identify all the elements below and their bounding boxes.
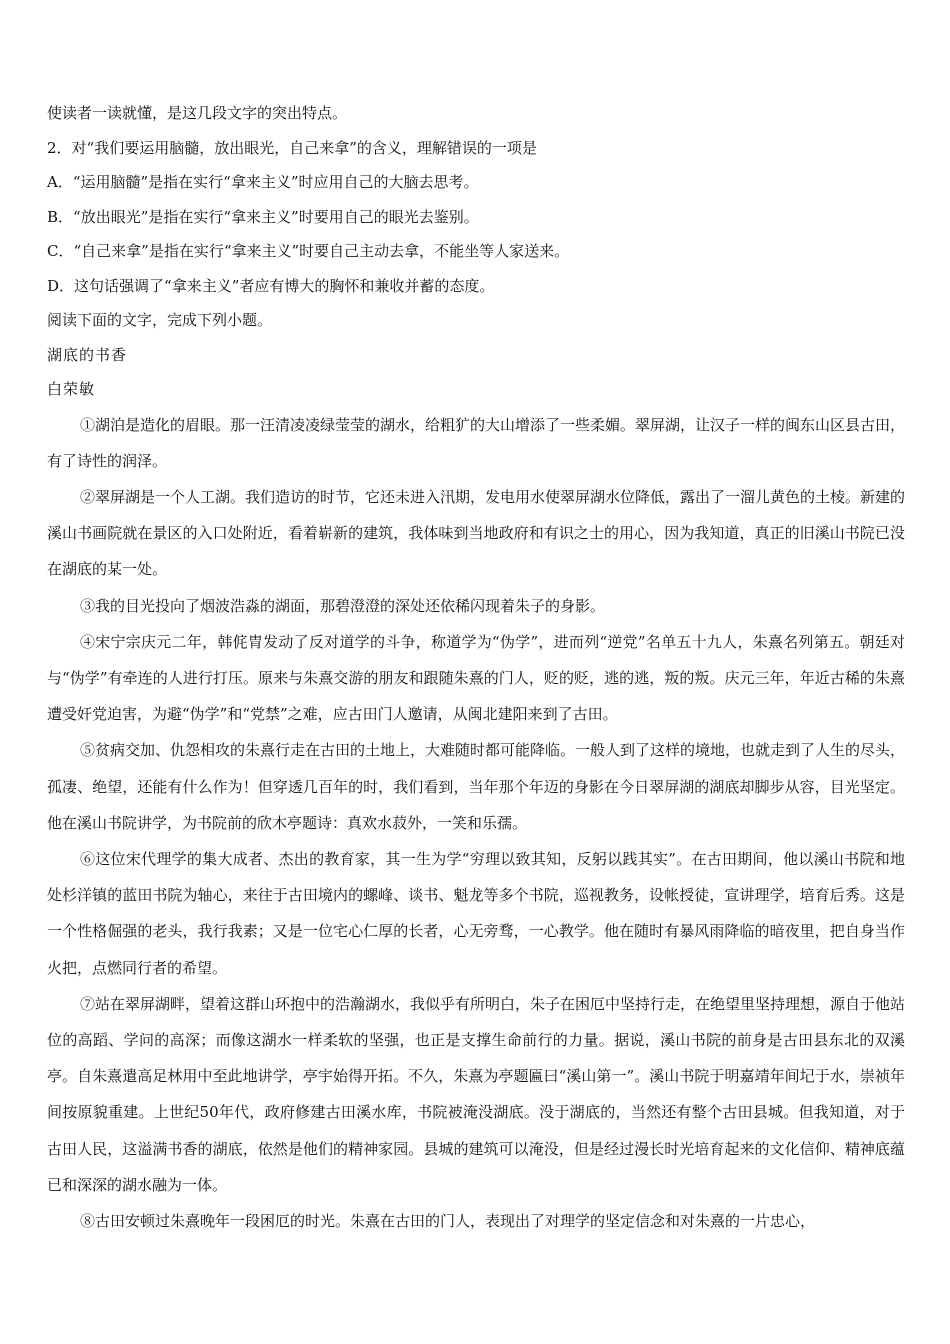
article-author: 白荣敏 (47, 380, 96, 398)
paragraph-5: ⑤贫病交加、仇怨相攻的朱熹行走在古田的土地上，大难随时都可能降临。一般人到了这样的境地，也就走到了人生的尽头，孤凄、绝望，还能有什么作为！但穿透几百年的时，我们看到，当年那个年迈的身影在今日翠屏湖的湖底却脚步从容，目光坚定。他在溪山书院讲学，为书院前的欣木亭题诗：真欢水菽外，一笑和乐孺。 (47, 741, 906, 832)
paragraph-8: ⑧古田安顿过朱熹晚年一段困厄的时光。朱熹在古田的门人，表现出了对理学的坚定信念和对朱熹的一片忠心， (80, 1211, 816, 1230)
option-b: B．“放出眼光”是指在实行“拿来主义”时要用自己的眼光去鉴别。 (47, 207, 479, 226)
paragraph-6: ⑥这位宋代理学的集大成者、杰出的教育家，其一生为学“穷理以致其知，反躬以践其实”。在古田期间，他以溪山书院和地处杉洋镇的蓝田书院为轴心，来往于古田境内的螺峰、谈书、魁龙等多个书院，巡视教务，设帐授徒，宣讲理学，培育后秀。这是一个性格倔强的老头，我行我素；又是一位宅心仁厚的长者，心无旁骛，一心教学。他在随时有暴风雨降临的暗夜里，把自身当作火把，点燃同行者的希望。 (47, 849, 905, 977)
option-a: A．“运用脑髓”是指在实行“拿来主义”时应用自己的大脑去思考。 (47, 173, 479, 191)
reading-instruction: 阅读下面的文字，完成下列小题。 (47, 311, 273, 329)
paragraph-3: ③我的目光投向了烟波浩淼的湖面，那碧澄澄的深处还依稀闪现着朱子的身影。 (80, 596, 606, 615)
question-2-stem: 2．对“我们要运用脑髓，放出眼光，自己来拿”的含义，理解错误的一项是 (47, 138, 537, 157)
paragraph-7: ⑦站在翠屏湖畔，望着这群山环抱中的浩瀚湖水，我似乎有所明白，朱子在困厄中坚持行走，在绝望里坚持理想，源自于他站位的高蹈、学问的高深；而像这湖水一样柔软的坚强，也正是支撑生命前行的力量。据说，溪山书院的前身是古田县东北的双溪亭。自朱熹遣高足林用中至此地讲学，亭宇始得开拓。不久，朱熹为亭题匾曰“溪山第一”。溪山书院于明嘉靖年间圮于水，崇祯年间按原貌重建。上世纪50年代，政府修建古田溪水库，书院被淹没湖底。没于湖底的，当然还有整个古田县城。但我知道，对于古田人民，这溢满书香的湖底，依然是他们的精神家园。县城的建筑可以淹没，但是经过漫长时光培育起来的文化信仰、精神底蕴已和深深的湖水融为一体。 (47, 994, 906, 1194)
option-c: C．“自己来拿”是指在实行“拿来主义”时要自己主动去拿，不能坐等人家送来。 (47, 242, 570, 260)
paragraph-2: ②翠屏湖是一个人工湖。我们造访的时节，它还未进入汛期，发电用水使翠屏湖水位降低，露出了一溜儿黄色的土棱。新建的溪山书画院就在景区的入口处附近，看着崭新的建筑，我体味到当地政府和有识之士的用心，因为我知道，真正的旧溪山书院已没在湖底的某一处。 (47, 487, 906, 579)
option-d: D．这句话强调了“拿来主义”者应有博大的胸怀和兼收并蓄的态度。 (47, 276, 495, 295)
paragraph-4: ④宋宁宗庆元二年，韩侂胄发动了反对道学的斗争，称道学为“伪学”，进而列“逆党”名单五十九人，朱熹名列第五。朝廷对与“伪学”有牵连的人进行打压。原来与朱熹交游的朋友和跟随朱熹的门人，贬的贬，逃的逃，叛的叛。庆元三年，年近古稀的朱熹遭受奸党迫害，为避“伪学”和“党禁”之难，应古田门人邀请，从闽北建阳来到了古田。 (47, 632, 905, 724)
intro-carry-line: 使读者一读就懂，是这几段文字的突出特点。 (47, 104, 348, 122)
paragraph-1: ①湖泊是造化的眉眼。那一汪清凌凌绿莹莹的湖水，给粗犷的大山增添了一些柔媚。翠屏湖，让汉子一样的闽东山区县古田，有了诗性的润泽。 (47, 415, 906, 470)
document-body (47, 96, 905, 1239)
article-title: 湖底的书香 (47, 345, 128, 364)
